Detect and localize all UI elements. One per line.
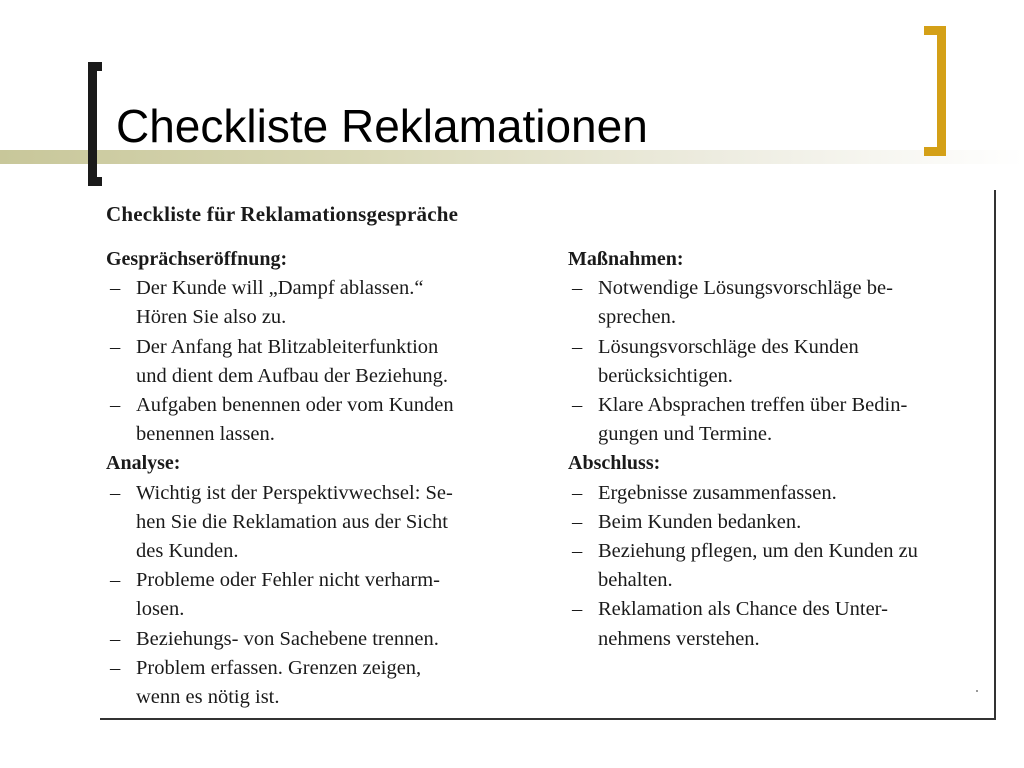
- scan-speck: [976, 690, 978, 692]
- dash-bullet: –: [110, 656, 121, 679]
- item-line: des Kunden.: [136, 540, 239, 563]
- item-line: Hören Sie also zu.: [136, 306, 287, 329]
- item-line: Aufgaben benennen oder vom Kunden: [136, 394, 454, 417]
- section-title: Gesprächseröffnung:: [106, 248, 288, 270]
- item-line: sprechen.: [598, 306, 676, 329]
- item-line: behalten.: [598, 569, 673, 592]
- item-line: Notwendige Lösungsvorschläge be-: [598, 277, 893, 300]
- section-analyse: [106, 449, 546, 712]
- list-item: [106, 391, 546, 449]
- list-item: [568, 595, 988, 653]
- list-item: [568, 391, 988, 449]
- dash-bullet: –: [572, 598, 583, 621]
- right-bracket-decoration: [924, 26, 946, 156]
- list-item: [106, 333, 546, 391]
- item-line: Beziehung pflegen, um den Kunden zu: [598, 540, 918, 563]
- left-column: [106, 245, 546, 712]
- list-item: [568, 479, 988, 508]
- section-abschluss: [568, 449, 988, 653]
- section-title: Analyse:: [106, 452, 181, 475]
- dash-bullet: –: [110, 277, 121, 300]
- list-item: [106, 625, 546, 654]
- item-line: Problem erfassen. Grenzen zeigen,: [136, 656, 422, 679]
- item-line: gungen und Termine.: [598, 423, 773, 446]
- item-list: [106, 479, 546, 713]
- dash-bullet: –: [572, 510, 583, 533]
- list-item: [106, 566, 546, 624]
- dash-bullet: –: [572, 540, 583, 563]
- item-line: Lösungsvorschläge des Kunden: [598, 335, 859, 358]
- dash-bullet: –: [110, 335, 121, 358]
- dash-bullet: –: [110, 627, 121, 650]
- item-line: Klare Absprachen treffen über Bedin-: [598, 394, 908, 417]
- dash-bullet: –: [110, 569, 121, 592]
- left-bracket-decoration: [88, 62, 102, 186]
- item-line: wenn es nötig ist.: [136, 686, 280, 709]
- section-title: Maßnahmen:: [568, 248, 684, 270]
- item-line: Probleme oder Fehler nicht verharm-: [136, 569, 440, 592]
- section-massnahmen: [568, 245, 988, 449]
- section-eroeffnung: [106, 245, 546, 449]
- item-list: [568, 274, 988, 449]
- list-item: [568, 333, 988, 391]
- item-line: benennen lassen.: [136, 423, 275, 446]
- list-item: [568, 537, 988, 595]
- item-line: losen.: [136, 598, 185, 621]
- slide-title: Checkliste Reklamationen: [116, 100, 648, 152]
- item-line: Wichtig ist der Perspektivwechsel: Se-: [136, 481, 453, 504]
- dash-bullet: –: [572, 335, 583, 358]
- item-line: berücksichtigen.: [598, 364, 733, 387]
- item-line: hen Sie die Reklamation aus der Sicht: [136, 510, 448, 533]
- dash-bullet: –: [110, 481, 121, 504]
- list-item: [568, 508, 988, 537]
- scanned-checklist-image: [100, 190, 996, 720]
- dash-bullet: –: [110, 394, 121, 417]
- item-line: Der Kunde will „Dampf ablassen.“: [136, 277, 424, 300]
- right-column: [568, 245, 988, 654]
- list-item: [106, 274, 546, 332]
- list-item: [106, 479, 546, 567]
- item-list: [106, 274, 546, 449]
- section-title: Abschluss:: [568, 452, 661, 475]
- item-line: Der Anfang hat Blitzableiterfunktion: [136, 335, 439, 358]
- item-list: [568, 479, 988, 654]
- item-line: Ergebnisse zusammenfassen.: [598, 481, 837, 504]
- dash-bullet: –: [572, 394, 583, 417]
- item-line: Beim Kunden bedanken.: [598, 510, 802, 533]
- list-item: [568, 274, 988, 332]
- item-line: und dient dem Aufbau der Beziehung.: [136, 364, 448, 387]
- checklist-heading: Checkliste für Reklamationsgespräche: [106, 202, 459, 226]
- item-line: nehmens verstehen.: [598, 627, 760, 650]
- dash-bullet: –: [572, 481, 583, 504]
- list-item: [106, 654, 546, 712]
- item-line: Beziehungs- von Sachebene trennen.: [136, 627, 439, 650]
- item-line: Reklamation als Chance des Unter-: [598, 598, 888, 621]
- dash-bullet: –: [572, 277, 583, 300]
